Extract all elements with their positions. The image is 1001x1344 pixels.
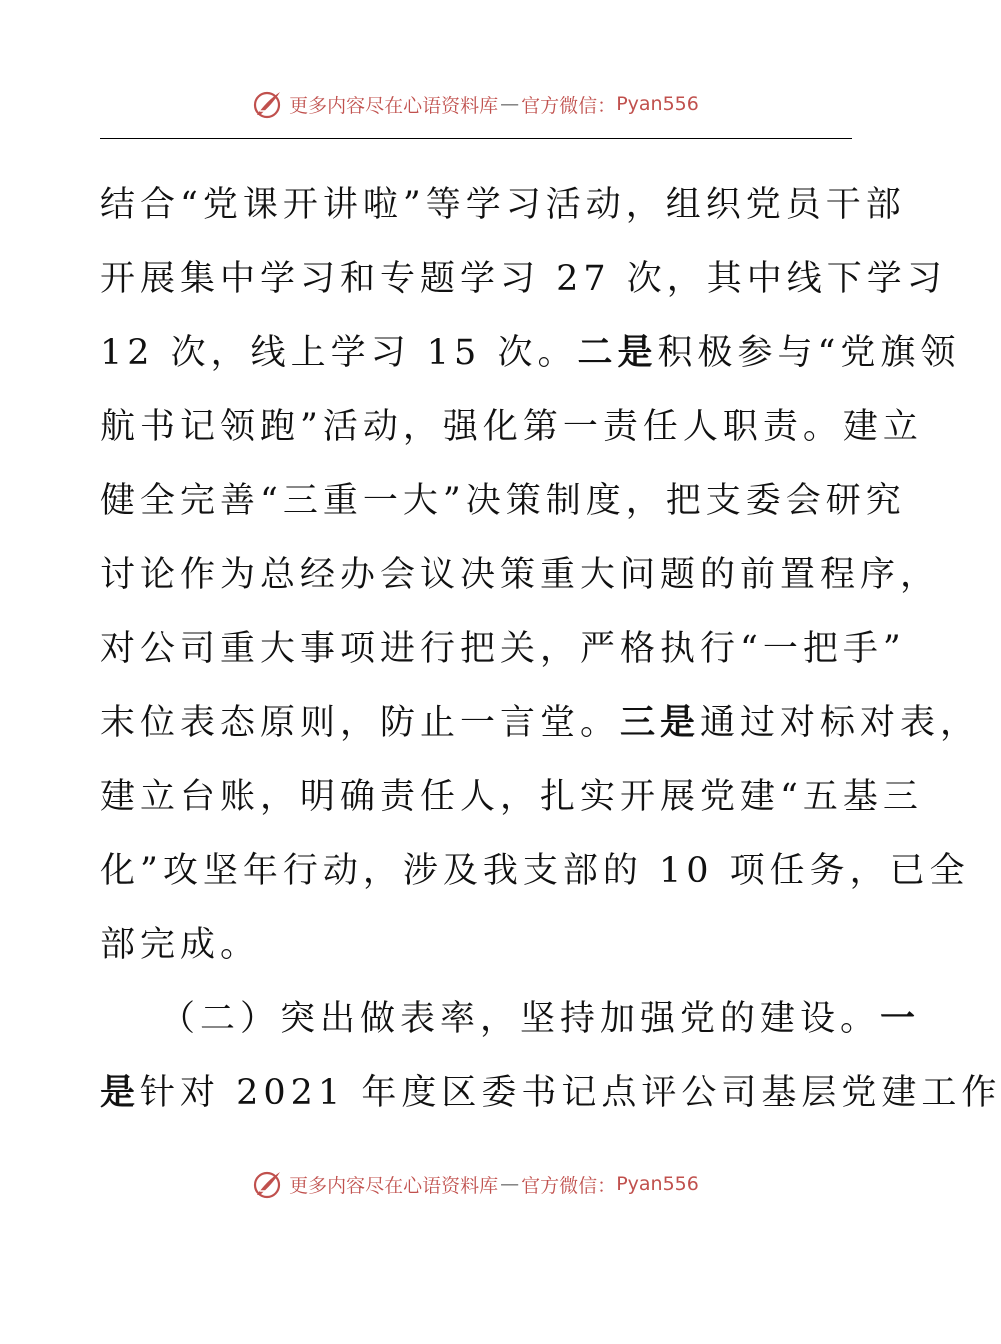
body-line — [100, 1056, 1001, 1130]
footer-brand-text: 更多内容尽在心语资料库 — [289, 1174, 499, 1197]
header-rule — [100, 138, 852, 139]
bold-text-segment: 二是 — [577, 332, 658, 373]
body-line — [100, 464, 906, 538]
body-line — [100, 834, 970, 908]
header-separator: — — [500, 93, 520, 115]
header-wechat-label: 官方微信： — [521, 94, 617, 117]
body-line — [100, 390, 923, 464]
text-segment: 化”攻坚年行动，涉及我支部的 10 项任务，已全 — [100, 851, 970, 891]
footer-separator: — — [500, 1173, 520, 1195]
text-segment: 对公司重大事项进行把关，严格执行“一把手” — [100, 629, 906, 669]
footer-wechat-label: 官方微信： — [521, 1174, 617, 1197]
bold-text-segment: 是 — [100, 1072, 141, 1113]
footer-banner — [0, 1164, 950, 1204]
header-brand-text: 更多内容尽在心语资料库 — [289, 94, 499, 117]
document-body — [100, 168, 1001, 1130]
text-segment: 航书记领跑”活动，强化第一责任人职责。建立 — [100, 407, 923, 447]
text-segment: 12 次，线上学习 15 次。 — [100, 333, 578, 373]
text-segment: 部完成。 — [100, 925, 261, 965]
body-line — [100, 538, 941, 612]
footer-wechat-id: Pyan556 — [616, 1173, 699, 1195]
header-banner — [0, 84, 950, 124]
text-segment: 讨论作为总经办会议决策重大问题的前置程序， — [100, 555, 941, 595]
text-segment: 结合“党课开讲啦”等学习活动，组织党员干部 — [100, 185, 906, 225]
body-line — [100, 908, 860, 982]
text-segment: （二）突出做表率，坚持加强党的建设。 — [160, 999, 881, 1039]
body-line — [100, 316, 961, 390]
text-segment: 开展集中学习和专题学习 27 次，其中线下学习 — [100, 259, 947, 299]
body-line — [100, 760, 923, 834]
body-line — [100, 686, 981, 760]
text-segment: 建立台账，明确责任人，扎实开展党建“五基三 — [100, 777, 923, 817]
quill-pen-logo-icon — [251, 1168, 283, 1200]
body-line — [100, 242, 947, 316]
bold-text-segment: 一 — [880, 998, 921, 1039]
header-wechat-id: Pyan556 — [616, 93, 699, 115]
body-line — [100, 168, 906, 242]
bold-text-segment: 三是 — [620, 702, 701, 743]
body-line — [100, 612, 906, 686]
body-line — [100, 982, 921, 1056]
text-segment: 健全完善“三重一大”决策制度，把支委会研究 — [100, 481, 906, 521]
text-segment: 针对 2021 年度区委书记点评公司基层党建工作 — [140, 1073, 1001, 1113]
text-segment: 通过对标对表， — [700, 703, 981, 743]
quill-pen-logo-icon — [251, 88, 283, 120]
text-segment: 积极参与“党旗领 — [657, 333, 961, 373]
text-segment: 末位表态原则，防止一言堂。 — [100, 703, 621, 743]
